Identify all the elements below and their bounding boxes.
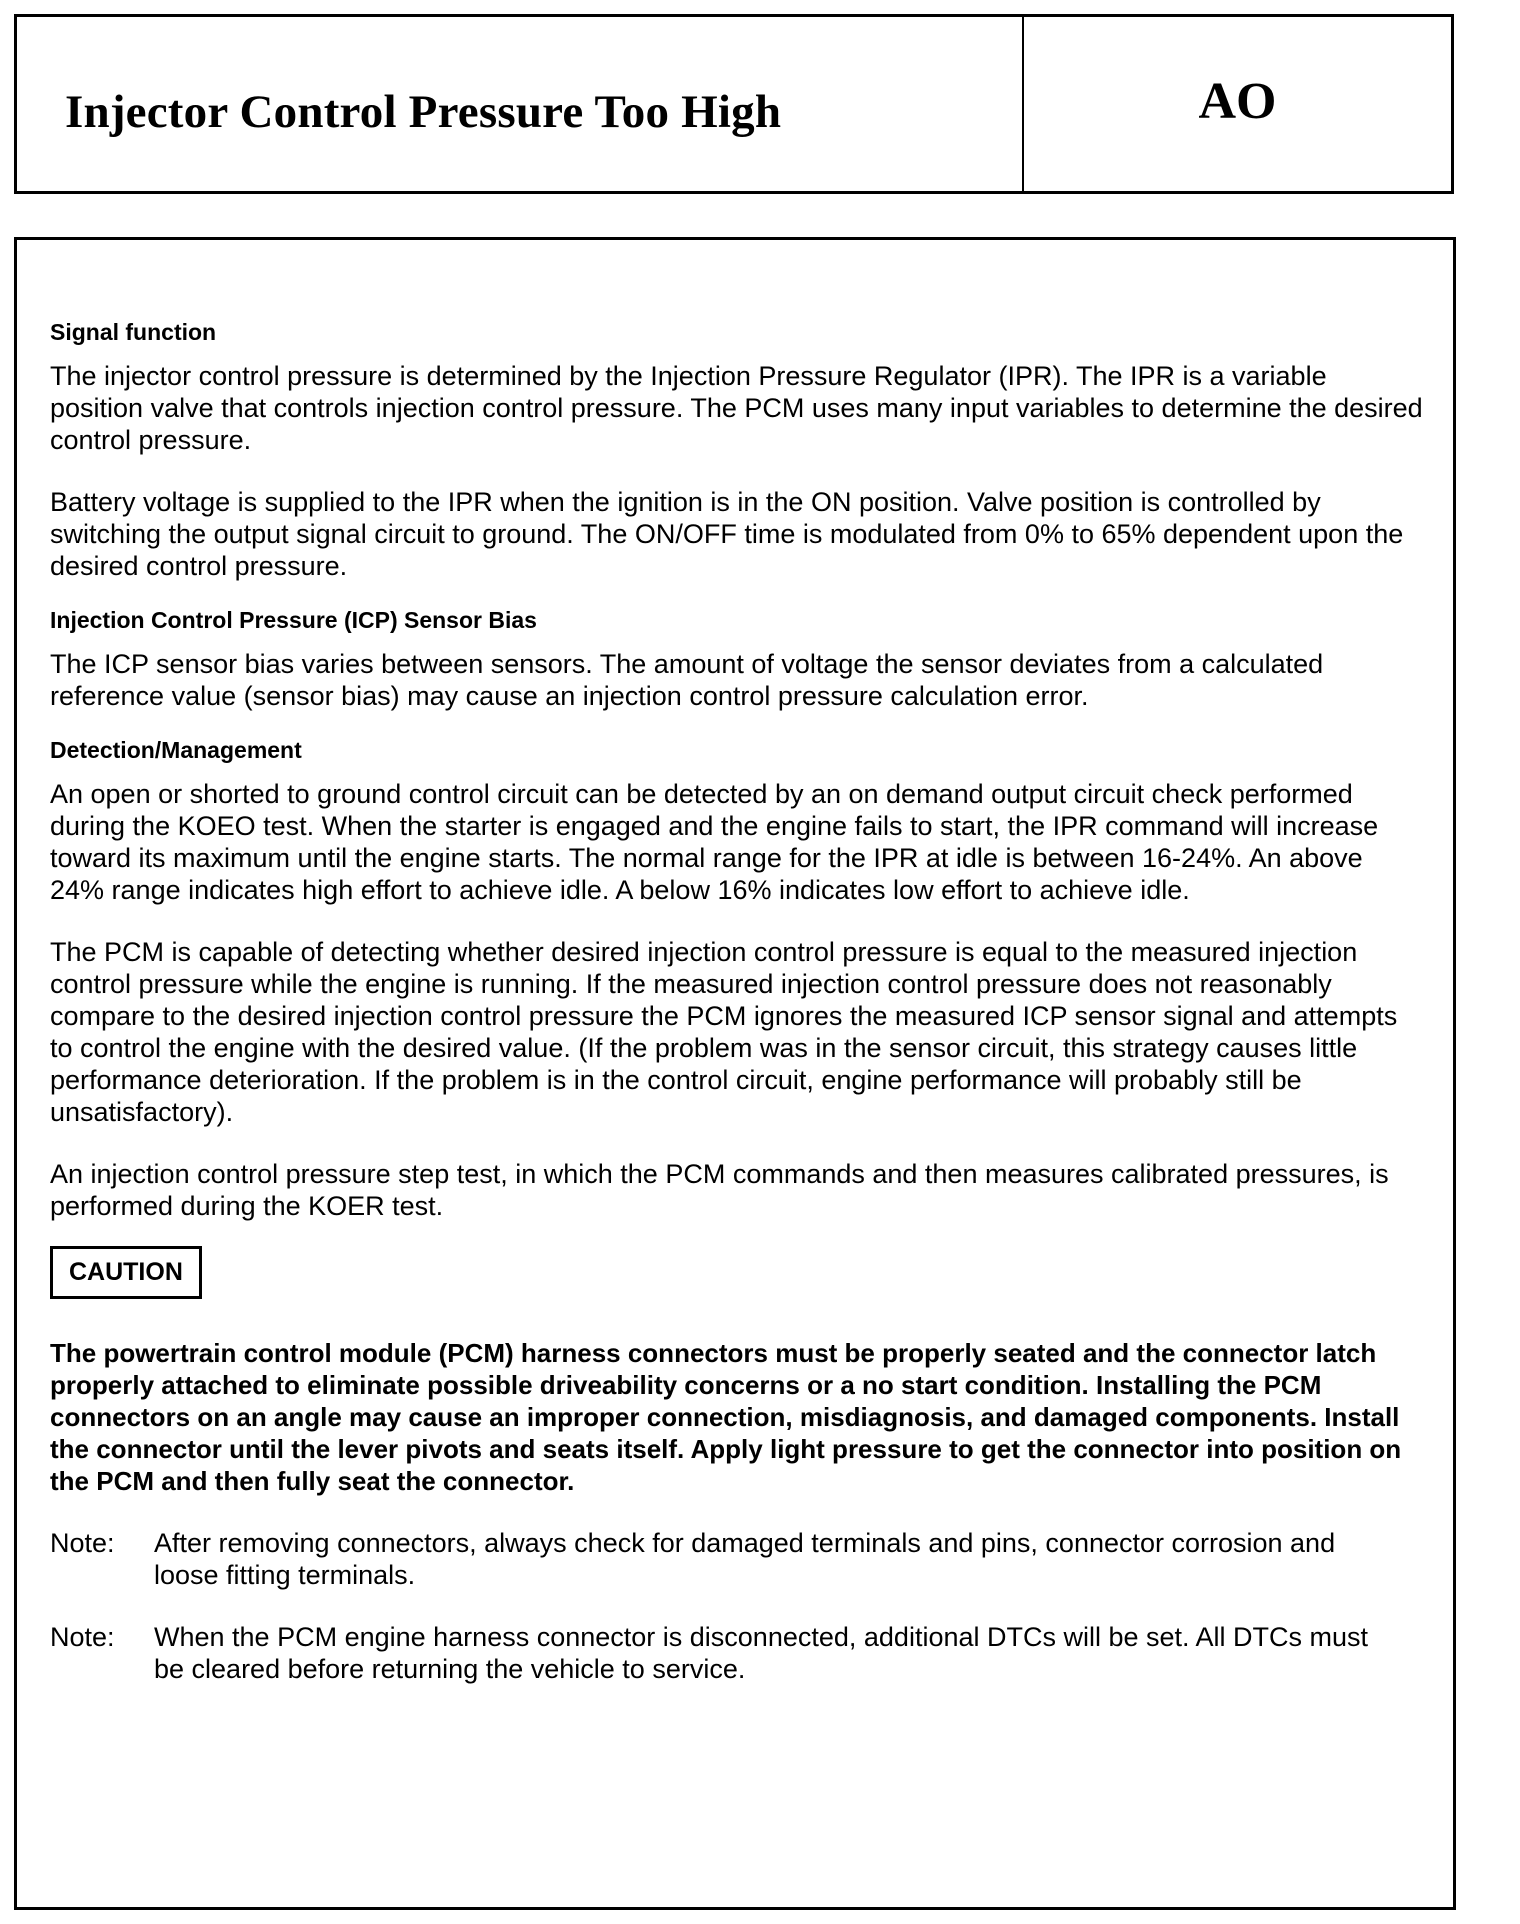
note-label: Note: [50, 1622, 115, 1652]
caution-label: CAUTION [50, 1246, 202, 1299]
title-block [14, 14, 1454, 194]
note-item [50, 1621, 1423, 1685]
content-panel [14, 237, 1456, 1910]
title-cell [17, 17, 1024, 191]
section-icp-sensor-bias [50, 606, 1423, 712]
caution-text: The powertrain control module (PCM) harness connectors must be properly seated and the connector latch properly attached to eliminate possible driveability concerns or a no start condition. Installing the PCM connectors on an angle may cause an improper connection, misdiagnosis, and damaged components. Install the connector until the lever pivots and seats itself. Apply light pressure to get the connector into position on the PCM and then fully seat the connector. [50, 1338, 1402, 1496]
paragraph: Battery voltage is supplied to the IPR when the ignition is in the ON position. Valve position is controlled by switching the output signal circuit to ground. The ON/OFF time is modulated from 0% to 65% dependent upon the desired control pressure. [50, 487, 1404, 581]
caution-block [50, 1246, 1423, 1497]
paragraph: The ICP sensor bias varies between sensors. The amount of voltage the sensor deviates from a calculated reference value (sensor bias) may cause an injection control pressure calculation error. [50, 649, 1324, 711]
paragraph: The injector control pressure is determined by the Injection Pressure Regulator (IPR). The IPR is a variable position valve that controls injection control pressure. The PCM uses many input variables to determine the desired control pressure. [50, 361, 1423, 455]
section-heading: Injection Control Pressure (ICP) Sensor Bias [50, 607, 537, 633]
note-label: Note: [50, 1528, 115, 1558]
page-title: Injector Control Pressure Too High [65, 86, 782, 138]
note-text: After removing connectors, always check for damaged terminals and pins, connector corrosion and loose fitting terminals. [154, 1528, 1336, 1590]
paragraph: An injection control pressure step test, in which the PCM commands and then measures calibrated pressures, is performed during the KOER test. [50, 1159, 1389, 1221]
section-heading: Detection/Management [50, 737, 302, 763]
pinpoint-test-code: AO [1198, 72, 1277, 130]
section-signal-function [50, 318, 1423, 582]
paragraph: An open or shorted to ground control circuit can be detected by an on demand output circuit check performed during the KOEO test. When the starter is engaged and the engine fails to start, the IPR command will increase toward its maximum until the engine starts. The normal range for the IPR at idle is between 16-24%. An above 24% range indicates high effort to achieve idle. A below 16% indicates low effort to achieve idle. [50, 779, 1379, 905]
paragraph: The PCM is capable of detecting whether desired injection control pressure is equal to the measured injection control pressure while the engine is running. If the measured injection control pressure does not reasonably compare to the desired injection control pressure the PCM ignores the measured ICP sensor signal and attempts to control the engine with the desired value. (If the problem was in the sensor circuit, this strategy causes little performance deterioration. If the problem is in the control circuit, engine performance will probably still be unsatisfactory). [50, 937, 1398, 1127]
section-heading: Signal function [50, 319, 217, 345]
code-cell [1024, 17, 1451, 191]
section-detection-management [50, 736, 1423, 1222]
note-item [50, 1527, 1423, 1591]
note-text: When the PCM engine harness connector is disconnected, additional DTCs will be set. All DTCs must be cleared before returning the vehicle to service. [154, 1622, 1369, 1684]
